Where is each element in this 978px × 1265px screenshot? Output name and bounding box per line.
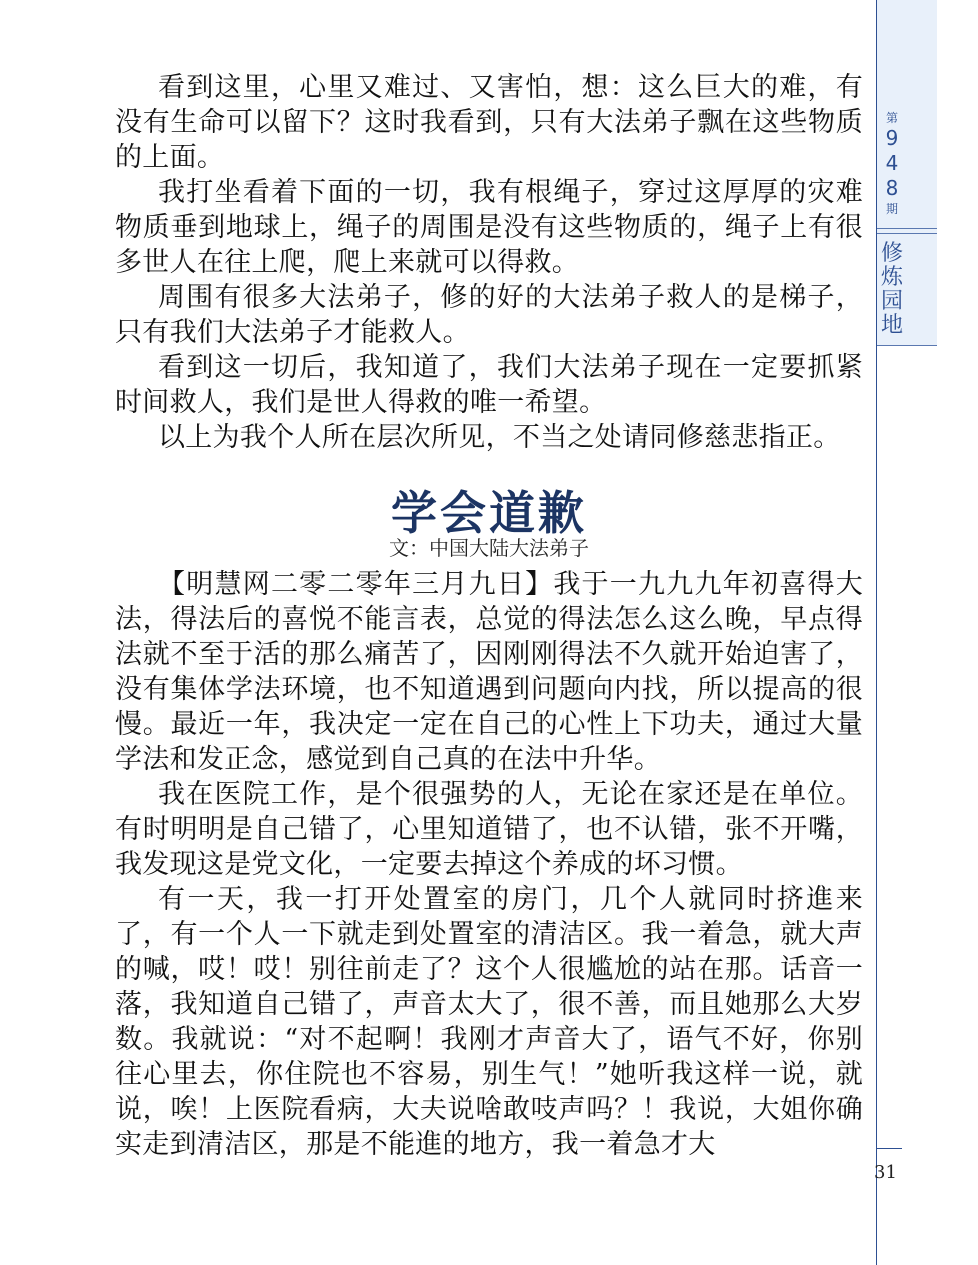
article-byline: 文：中国大陆大法弟子	[389, 536, 589, 560]
paragraph: 看到这里，心里又难过、又害怕，想：这么巨大的难，有没有生命可以留下？这时我看到，只有大法弟子飘在这些物质的上面。	[115, 72, 863, 173]
paragraph: 我在医院工作，是个很强势的人，无论在家还是在单位。有时明明是自己错了，心里知道错了，也不认错，张不开嘴，我发现这是党文化，一定要去掉这个养成的坏习惯。	[115, 779, 863, 880]
paragraph: 有一天，我一打开处置室的房门，几个人就同时挤進来了，有一个人一下就走到处置室的清洁区。我一着急，就大声的喊，哎！哎！别往前走了？这个人很尴尬的站在那。话音一落，我知道自己错了，声音太大了，很不善，而且她那么大岁数。我就说：“对不起啊！我刚才声音大了，语气不好，你别往心里去，你住院也不容易，别生气！”她听我这样一说，就说，唉！上医院看病，大夫说啥敢吱声吗？！我说，大姐你确实走到清洁区，那是不能進的地方，我一着急才大	[115, 884, 863, 1160]
issue-suffix: 期	[885, 202, 898, 216]
sidebar-divider	[877, 228, 937, 229]
section-title-char: 园	[880, 289, 903, 314]
issue-digit: 8	[885, 176, 899, 200]
page-content	[115, 70, 863, 1162]
issue-label	[877, 110, 907, 217]
page-number: 31	[874, 1162, 897, 1183]
paragraph: 我打坐看着下面的一切，我有根绳子，穿过这厚厚的灾难物质垂到地球上，绳子的周围是没有这些物质的，绳子上有很多世人在往上爬，爬上来就可以得救。	[115, 177, 863, 278]
section-title	[877, 242, 907, 338]
paragraph: 周围有很多大法弟子，修的好的大法弟子救人的是梯子，只有我们大法弟子才能救人。	[115, 282, 863, 348]
page-number-rule	[876, 1148, 902, 1149]
section-title-char: 修	[880, 241, 903, 266]
issue-prefix: 第	[885, 111, 898, 125]
paragraph: 【明慧网二零二零年三月九日】我于一九九九年初喜得大法，得法后的喜悦不能言表，总觉的得法怎么这么晚，早点得法就不至于活的那么痛苦了，因刚刚得法不久就开始迫害了，没有集体学法环境，也不知道遇到问题向内找，所以提高的很慢。最近一年，我决定一定在自己的心性上下功夫，通过大量学法和发正念，感觉到自己真的在法中升华。	[115, 569, 863, 775]
section-title-char: 炼	[880, 265, 903, 290]
sidebar-divider	[877, 233, 937, 234]
sidebar	[876, 0, 937, 1265]
article-title: 学会道歉	[391, 486, 587, 540]
issue-digit: 9	[885, 126, 899, 150]
paragraph: 看到这一切后，我知道了，我们大法弟子现在一定要抓紧时间救人，我们是世人得救的唯一希望。	[115, 352, 863, 418]
paragraph: 以上为我个人所在层次所见，不当之处请同修慈悲指正。	[158, 422, 841, 453]
issue-digit: 4	[885, 151, 899, 175]
section-title-char: 地	[880, 313, 903, 338]
